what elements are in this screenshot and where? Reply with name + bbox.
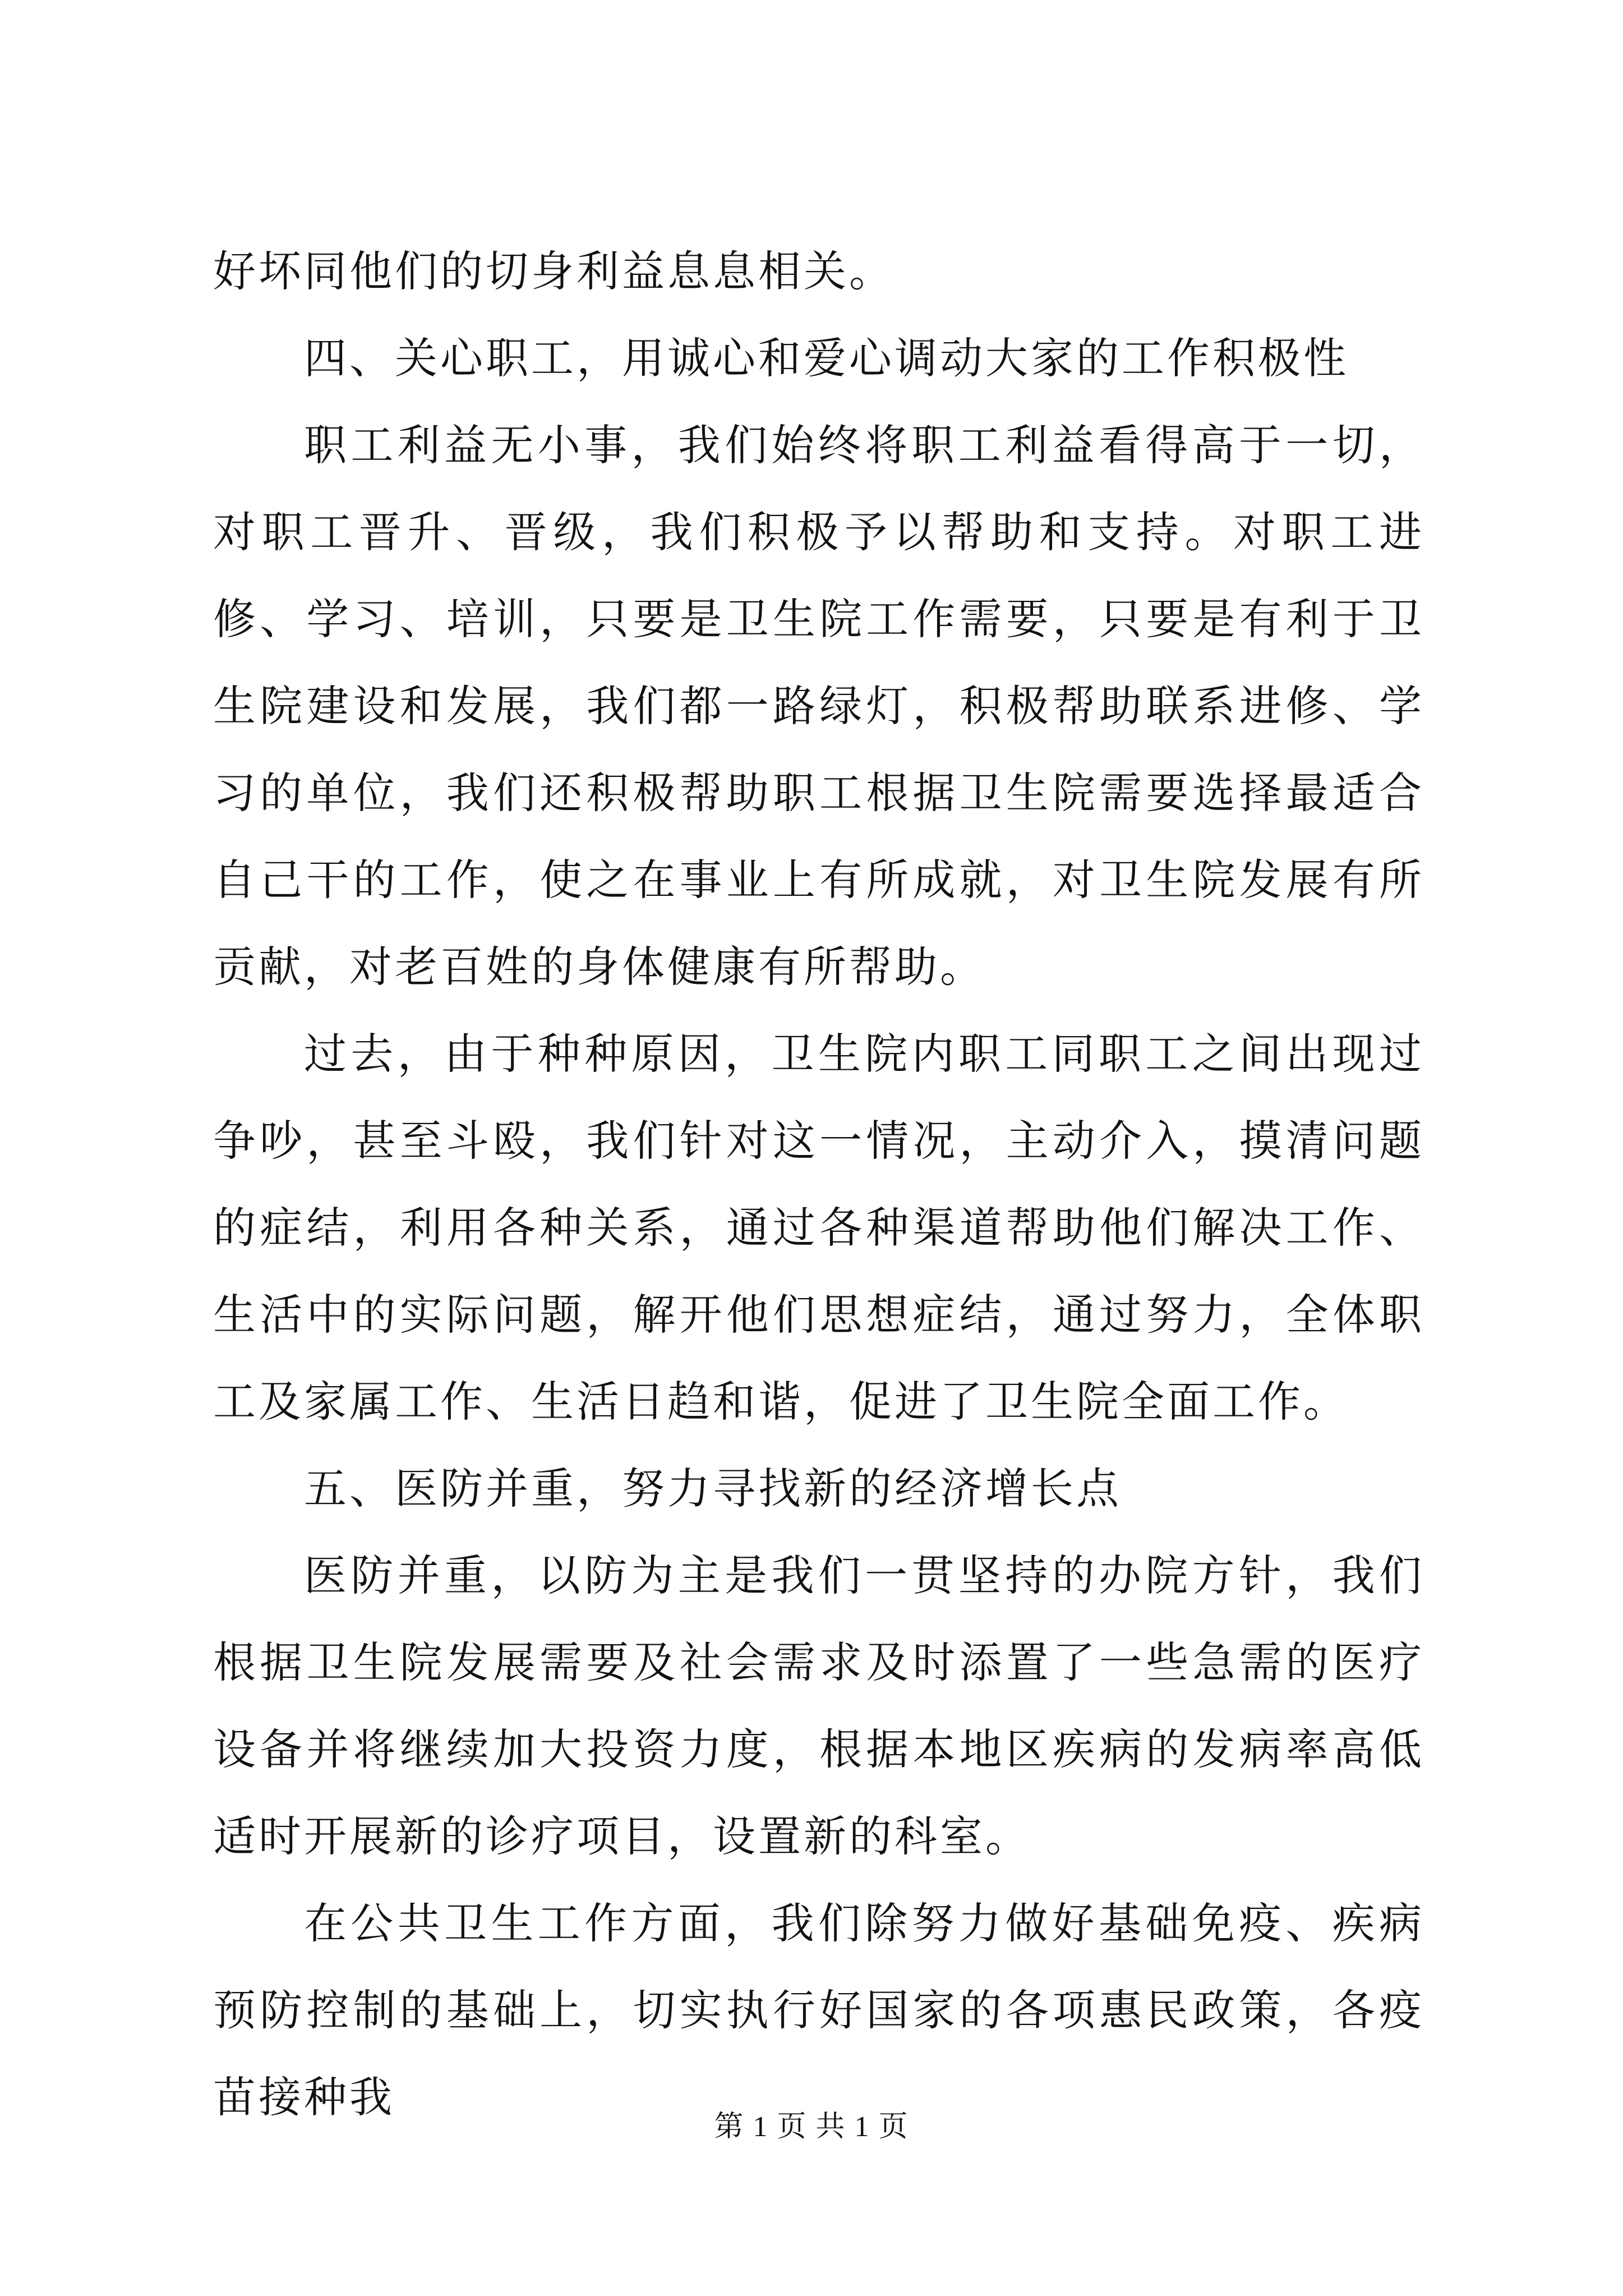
- paragraph-past-conflicts: 过去，由于种种原因，卫生院内职工同职工之间出现过争吵，甚至斗殴，我们针对这一情况，主动介入，摸清问题的症结，利用各种关系，通过各种渠道帮助他们解决工作、生活中的实际问题，解开他们思想症结，通过努力，全体职工及家属工作、生活日趋和谐，促进了卫生院全面工作。: [213, 1029, 1424, 1427]
- document-body: [213, 228, 1424, 2141]
- paragraph-prevention-policy: 医防并重，以防为主是我们一贯坚持的办院方针，我们根据卫生院发展需要及社会需求及时添置了一些急需的医疗设备并将继续加大投资力度，根据本地区疾病的发病率高低适时开展新的诊疗项目，设置新的科室。: [213, 1550, 1424, 1861]
- section-heading-five: 五、医防并重，努力寻找新的经济增长点: [304, 1464, 1122, 1513]
- paragraph-continuation: 好坏同他们的切身利益息息相关。: [213, 246, 895, 296]
- paragraph-staff-interests: 职工利益无小事，我们始终将职工利益看得高于一切，对职工晋升、晋级，我们积极予以帮助和支持。对职工进修、学习、培训，只要是卫生院工作需要，只要是有利于卫生院建设和发展，我们都一路绿灯，积极帮助联系进修、学习的单位，我们还积极帮助职工根据卫生院需要选择最适合自己干的工作，使之在事业上有所成就，对卫生院发展有所贡献，对老百姓的身体健康有所帮助。: [213, 420, 1424, 992]
- page-footer: 第 1 页 共 1 页: [714, 2111, 909, 2143]
- paragraph-public-health: 在公共卫生工作方面，我们除努力做好基础免疫、疾病预防控制的基础上，切实执行好国家的各项惠民政策，各疫苗接种我: [213, 1898, 1424, 2122]
- section-heading-four: 四、关心职工，用诚心和爱心调动大家的工作积极性: [304, 333, 1349, 383]
